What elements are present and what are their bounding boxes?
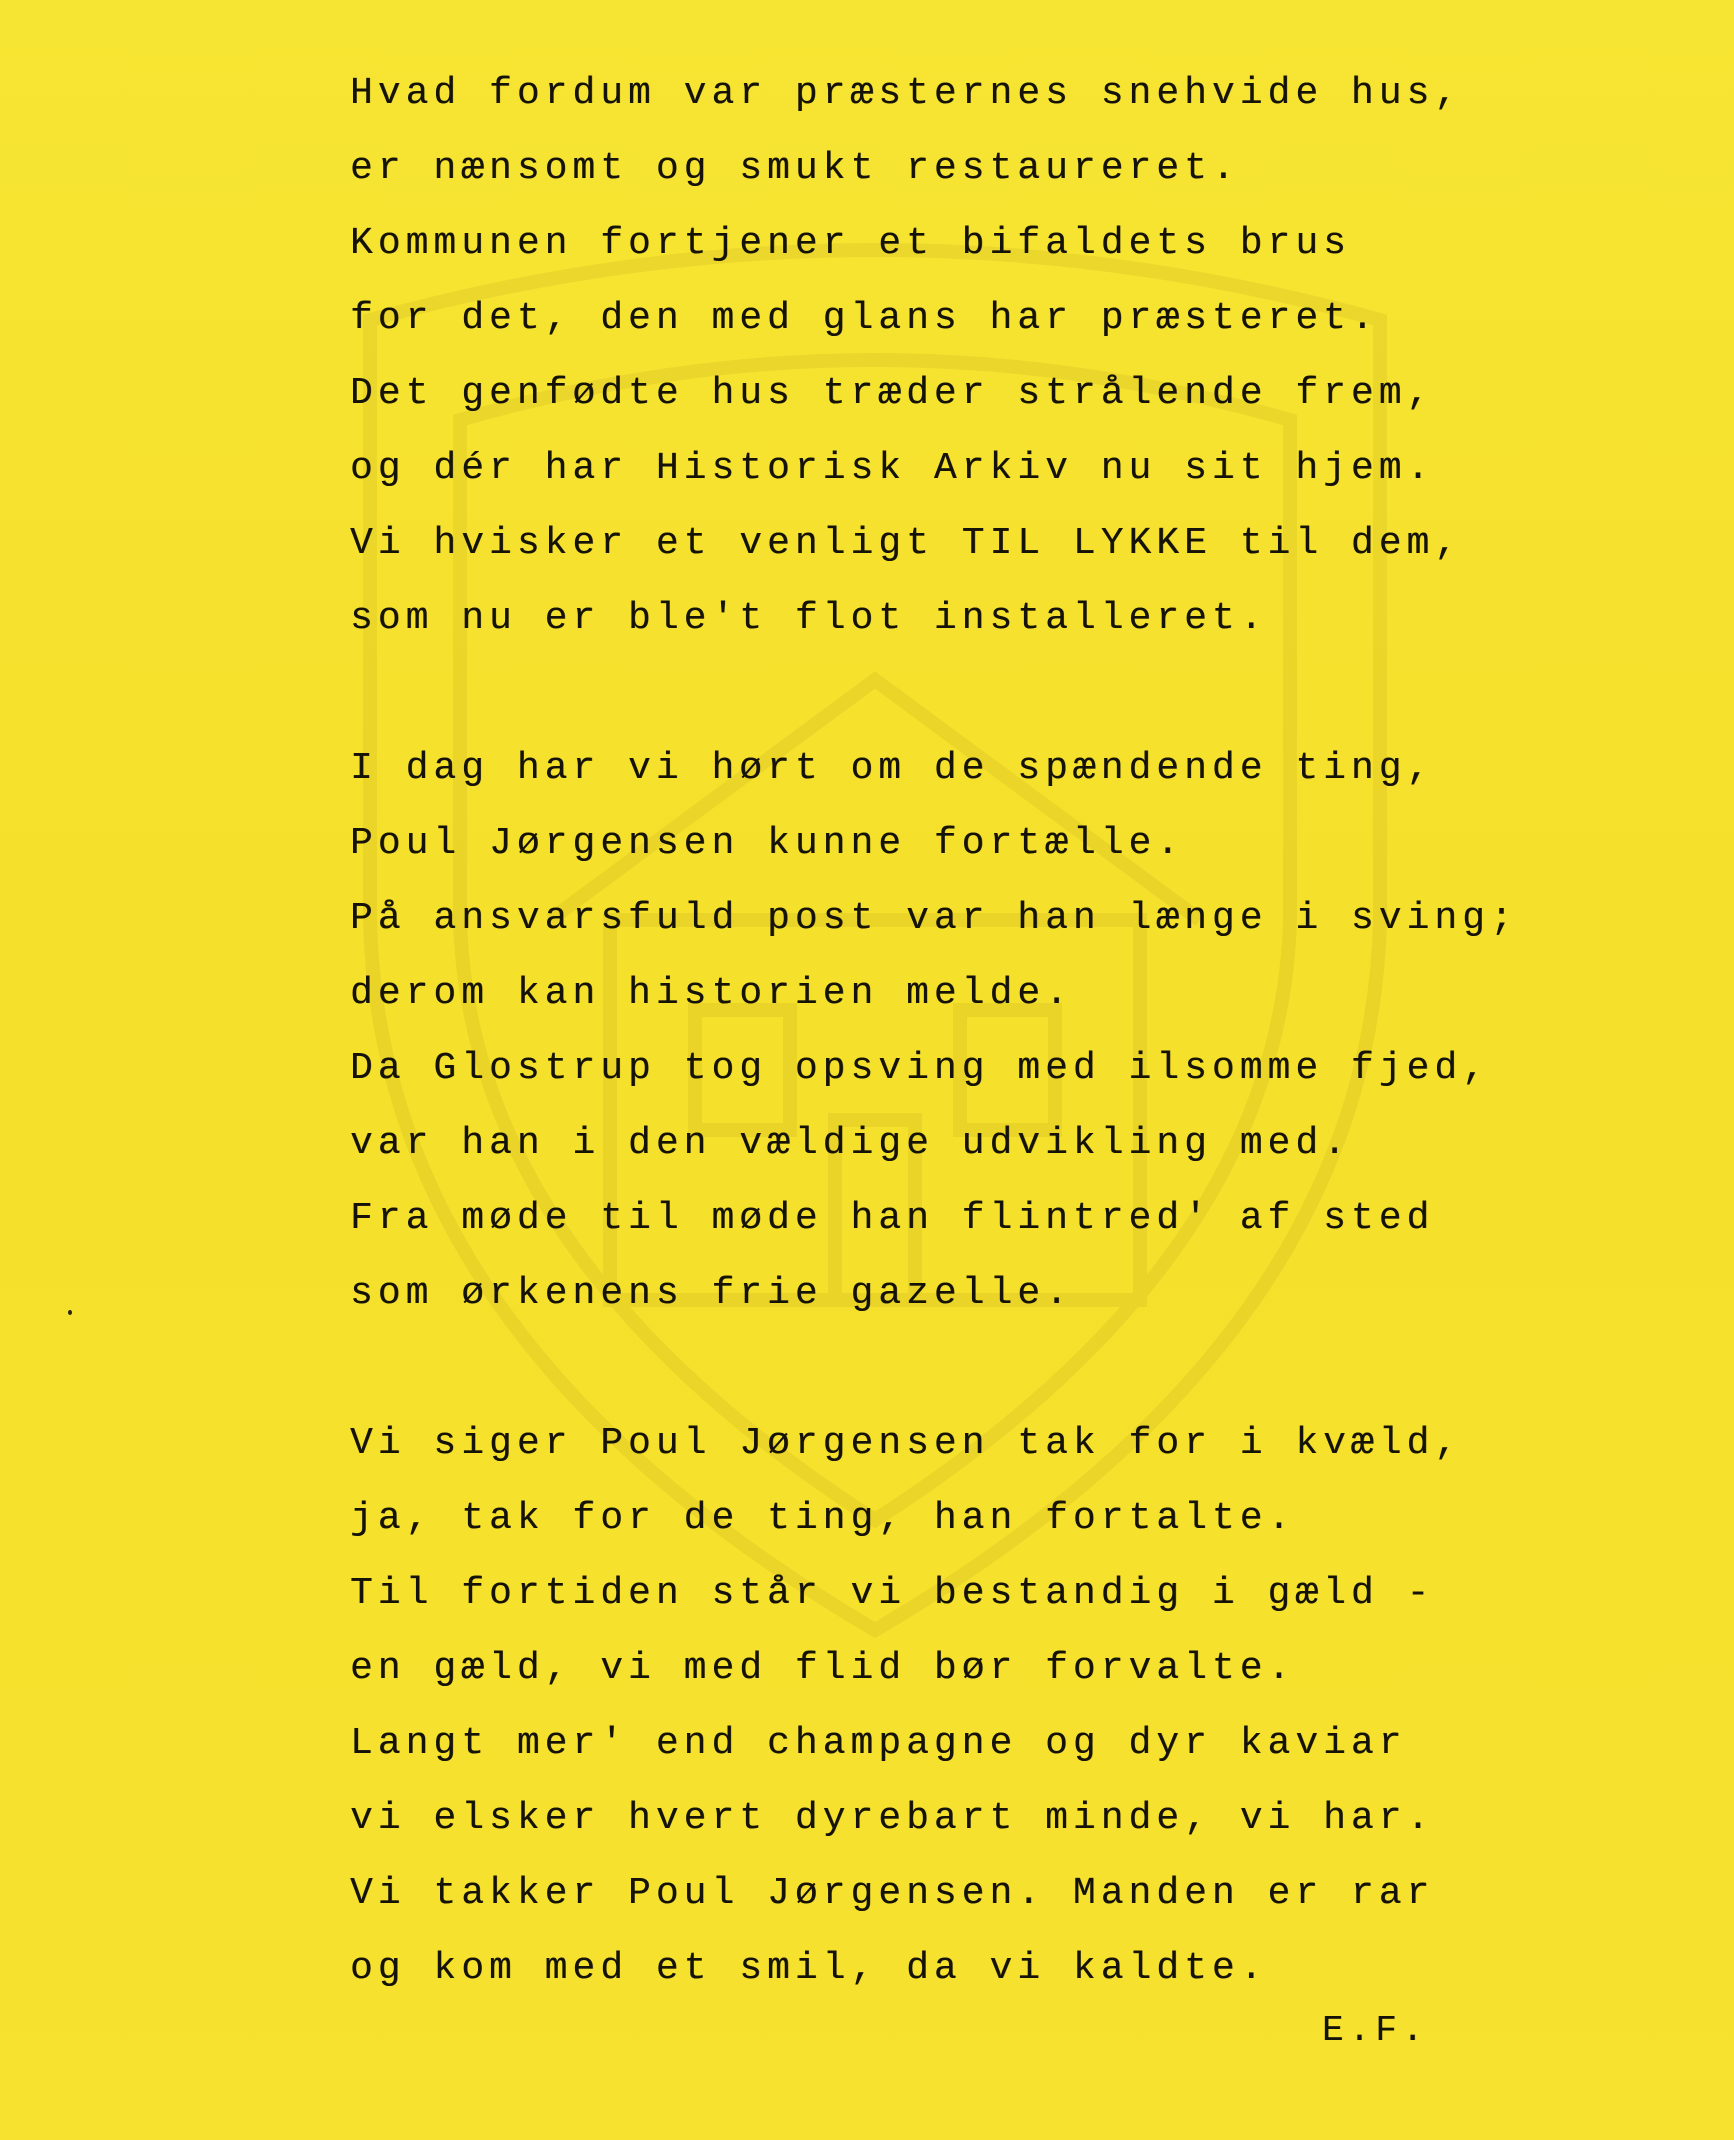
stanza-2 (350, 731, 1518, 1331)
poem-line: I dag har vi hørt om de spændende ting, (350, 747, 1435, 790)
poem-line: Poul Jørgensen kunne fortælle. (350, 822, 1185, 865)
poem-line: var han i den vældige udvikling med. (350, 1122, 1351, 1165)
poem-line: og dér har Historisk Arkiv nu sit hjem. (350, 447, 1435, 490)
poem-line: er nænsomt og smukt restaureret. (350, 147, 1240, 190)
poem-line: derom kan historien melde. (350, 972, 1073, 1015)
signature: E.F. (1322, 2010, 1429, 2051)
stanza-1 (350, 56, 1500, 656)
poem-line: vi elsker hvert dyrebart minde, vi har. (350, 1797, 1435, 1840)
poem-line: Langt mer' end champagne og dyr kaviar (350, 1722, 1407, 1765)
poem-line: Hvad fordum var præsternes snehvide hus, (350, 72, 1463, 115)
poem-line: Da Glostrup tog opsving med ilsomme fjed, (350, 1047, 1490, 1090)
stanza-3 (350, 1406, 1500, 2006)
poem-line: for det, den med glans har præsteret. (350, 297, 1379, 340)
poem-line: ja, tak for de ting, han fortalte. (350, 1497, 1296, 1540)
poem-line: Til fortiden står vi bestandig i gæld - (350, 1572, 1435, 1615)
poem-line: og kom med et smil, da vi kaldte. (350, 1947, 1268, 1990)
poem-line: Vi hvisker et venligt TIL LYKKE til dem, (350, 522, 1463, 565)
poem-line: Det genfødte hus træder strålende frem, (350, 372, 1435, 415)
poem (350, 56, 1518, 2006)
poem-line: Kommunen fortjener et bifaldets brus (350, 222, 1351, 265)
poem-line: Fra møde til møde han flintred' af sted (350, 1197, 1435, 1240)
ink-speck (68, 1310, 72, 1315)
poem-line: Vi siger Poul Jørgensen tak for i kvæld, (350, 1422, 1463, 1465)
poem-line: som ørkenens frie gazelle. (350, 1272, 1073, 1315)
poem-line: Vi takker Poul Jørgensen. Manden er rar (350, 1872, 1435, 1915)
poem-line: som nu er ble't flot installeret. (350, 597, 1268, 640)
poem-line: en gæld, vi med flid bør forvalte. (350, 1647, 1296, 1690)
poem-line: På ansvarsfuld post var han længe i sving; (350, 897, 1518, 940)
